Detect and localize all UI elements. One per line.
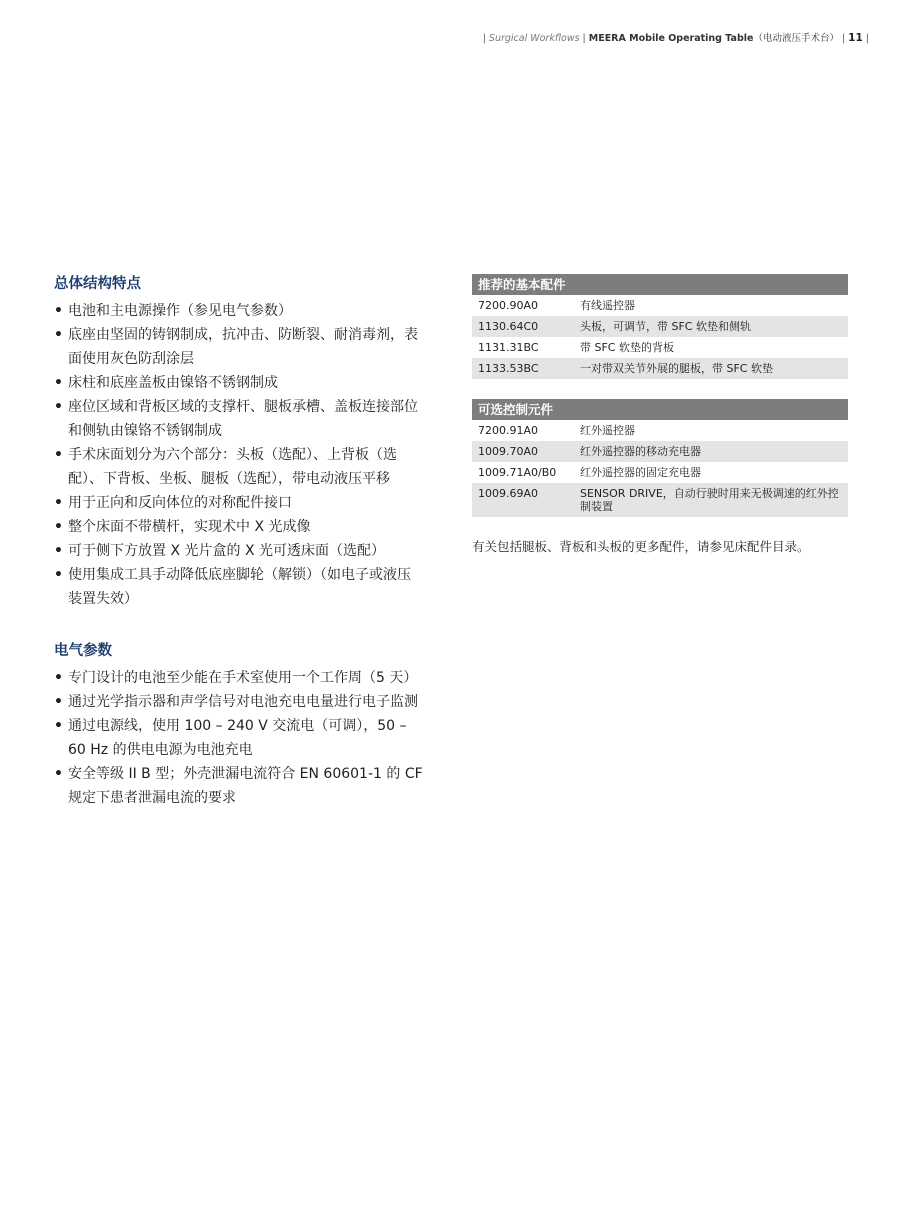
header-divider: | xyxy=(865,33,869,44)
left-column xyxy=(54,272,424,810)
list-item: • 安全等级 II B 型；外壳泄漏电流符合 EN 60601-1 的 CF 规定下患者泄漏电流的要求 xyxy=(54,766,423,806)
list-item: • 床柱和底座盖板由镍铬不锈钢制成 xyxy=(54,375,278,391)
table-row xyxy=(472,358,848,379)
basic-accessories-table xyxy=(472,274,848,379)
table-row xyxy=(472,441,848,462)
table-row xyxy=(472,483,848,517)
general-title: 总体结构特点 xyxy=(54,276,141,292)
list-item: • 用于正向和反向体位的对称配件接口 xyxy=(54,495,292,511)
list-item: • 通过光学指示器和声学信号对电池充电电量进行电子监测 xyxy=(54,694,418,710)
electrical-title: 电气参数 xyxy=(54,643,112,659)
header-divider: | xyxy=(582,33,586,44)
optional-controls-table xyxy=(472,399,848,517)
item-code: 1009.70A0 xyxy=(478,445,539,458)
list-item: • 可于侧下方放置 X 光片盒的 X 光可透床面（选配） xyxy=(54,543,385,559)
item-code: 1130.64C0 xyxy=(478,320,539,333)
table-row xyxy=(472,337,848,358)
list-item: • 手术床面划分为六个部分：头板（选配）、上背板（选配）、下背板、坐板、腿板（选配），带电动液压平移 xyxy=(54,447,397,487)
list-item: • 整个床面不带横杆，实现术中 X 光成像 xyxy=(54,519,311,535)
item-code: 7200.90A0 xyxy=(478,299,539,312)
item-desc: 头板，可调节，带 SFC 软垫和侧轨 xyxy=(580,320,751,333)
item-code: 7200.91A0 xyxy=(478,424,539,437)
header-divider: | xyxy=(841,33,846,44)
page-number: 11 xyxy=(848,32,863,44)
table-row xyxy=(472,295,848,316)
electrical-list xyxy=(54,666,424,810)
list-item: • 专门设计的电池至少能在手术室使用一个工作周（5 天） xyxy=(54,670,418,686)
item-desc: 红外遥控器的移动充电器 xyxy=(580,445,701,458)
header-product: MEERA Mobile Operating Table xyxy=(588,33,754,44)
list-item: • 电池和主电源操作（参见电气参数） xyxy=(54,303,292,319)
table-header: 推荐的基本配件 xyxy=(472,274,848,295)
item-code: 1009.71A0/B0 xyxy=(478,466,557,479)
header-section: Surgical Workflows xyxy=(488,33,580,44)
table-row xyxy=(472,316,848,337)
list-item: • 通过电源线，使用 100 – 240 V 交流电（可调），50 – 60 Hz 的供电电源为电池充电 xyxy=(54,718,407,758)
table-header: 可选控制元件 xyxy=(472,399,848,420)
accessories-note: 有关包括腿板、背板和头板的更多配件，请参见床配件目录。 xyxy=(472,539,810,554)
item-desc: 红外遥控器 xyxy=(580,424,635,437)
item-desc: 一对带双关节外展的腿板，带 SFC 软垫 xyxy=(580,362,773,375)
list-item: • 座位区域和背板区域的支撑杆、腿板承槽、盖板连接部位和侧轨由镍铬不锈钢制成 xyxy=(54,399,418,439)
item-code: 1133.53BC xyxy=(478,362,539,375)
table-row xyxy=(472,462,848,483)
item-desc: 红外遥控器的固定充电器 xyxy=(580,466,701,479)
item-code: 1009.69A0 xyxy=(478,487,539,500)
item-desc: 有线遥控器 xyxy=(580,299,635,312)
right-column xyxy=(472,274,848,555)
item-code: 1131.31BC xyxy=(478,341,539,354)
list-item: • 底座由坚固的铸钢制成，抗冲击、防断裂、耐消毒剂，表面使用灰色防刮涂层 xyxy=(54,327,418,367)
page-header xyxy=(480,30,872,44)
table-row xyxy=(472,420,848,441)
header-product-cn: （电动液压手术台） xyxy=(753,33,839,44)
header-divider: | xyxy=(482,33,486,44)
item-desc: SENSOR DRIVE，自动行驶时用来无极调速的红外控制装置 xyxy=(580,487,839,513)
item-desc: 带 SFC 软垫的背板 xyxy=(580,341,674,354)
list-item: • 使用集成工具手动降低底座脚轮（解锁）（如电子或液压装置失效） xyxy=(54,567,411,607)
general-list xyxy=(54,299,424,611)
